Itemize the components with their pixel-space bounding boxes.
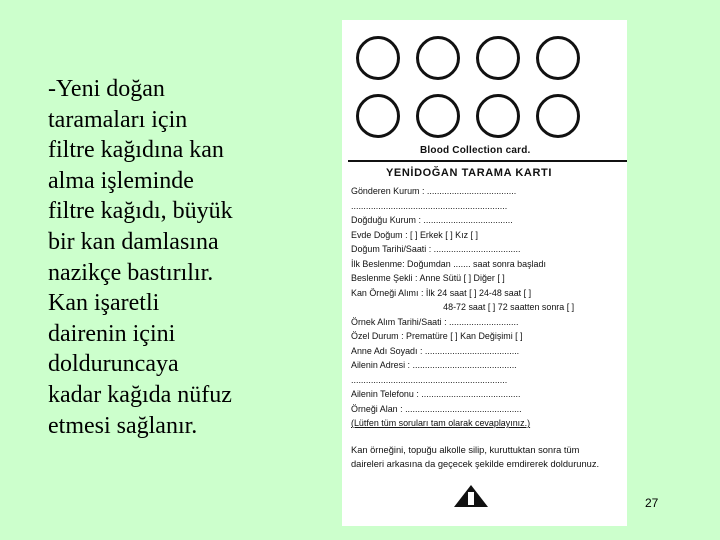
blood-spot-circle — [476, 94, 520, 138]
form-row: ............................................................... — [351, 200, 508, 211]
blood-spot-circle — [356, 36, 400, 80]
blood-spot-circle — [356, 94, 400, 138]
form-row: Örneği Alan : ............................................... — [351, 403, 522, 414]
form-row: Anne Adı Soyadı : ...................................... — [351, 345, 520, 356]
form-row: Doğduğu Kurum : .................................... — [351, 215, 513, 225]
warning-icon-mark — [468, 492, 474, 505]
form-row: Beslenme Şekli : Anne Sütü [ ] Diğer [ ] — [351, 273, 505, 283]
slide-body-text: -Yeni doğan taramaları için filtre kağıdına kan alma işleminde filtre kağıdı, büyük bir kan damlasına nazikçe bastırılır. Kan işaretli dairenin içini dolduruncaya kadar kağıda nüfuz etmesi sağlanır. — [48, 76, 233, 439]
form-row: Ailenin Telefonu : ........................................ — [351, 389, 521, 399]
blood-spot-circle — [416, 94, 460, 138]
form-row: ............................................................... — [351, 374, 508, 385]
form-row: Kan Örneği Alımı : İlk 24 saat [ ] 24-48 saat [ ] — [351, 287, 532, 298]
blood-spot-circle — [416, 36, 460, 80]
card-instruction-note: Kan örneğini, topuğu alkolle silip, kuruttuktan sonra tüm daireleri arkasına da geçecek şekilde emdirerek doldurunuz. — [351, 445, 600, 469]
blood-spot-circle — [536, 94, 580, 138]
page-number: 27 — [645, 496, 659, 510]
form-row: Doğum Tarihi/Saati : ................................... — [351, 244, 521, 254]
blood-spot-circle — [476, 36, 520, 80]
form-row-instruction: (Lütfen tüm soruları tam olarak cevaplayınız.) — [351, 418, 531, 428]
form-row: Gönderen Kurum : .................................... — [351, 186, 517, 196]
card-form-rows — [351, 184, 613, 431]
form-row: Ailenin Adresi : .......................................... — [351, 360, 517, 370]
form-row: 48-72 saat [ ] 72 saatten sonra [ ] — [443, 302, 575, 312]
form-row: Evde Doğum : [ ] Erkek [ ] Kız [ ] — [351, 229, 478, 240]
card-title-english: Blood Collection card. — [420, 145, 531, 156]
blood-collection-card — [342, 20, 627, 526]
form-row: İlk Beslenme: Doğumdan ....... saat sonra başladı — [351, 258, 546, 269]
form-row: Özel Durum : Prematüre [ ] Kan Değişimi [ ] — [351, 331, 523, 341]
form-row: Örnek Alım Tarihi/Saati : ............................ — [351, 316, 519, 327]
card-title-turkish: YENİDOĞAN TARAMA KARTI — [386, 167, 552, 179]
card-divider — [348, 160, 627, 162]
blood-spot-circle — [536, 36, 580, 80]
